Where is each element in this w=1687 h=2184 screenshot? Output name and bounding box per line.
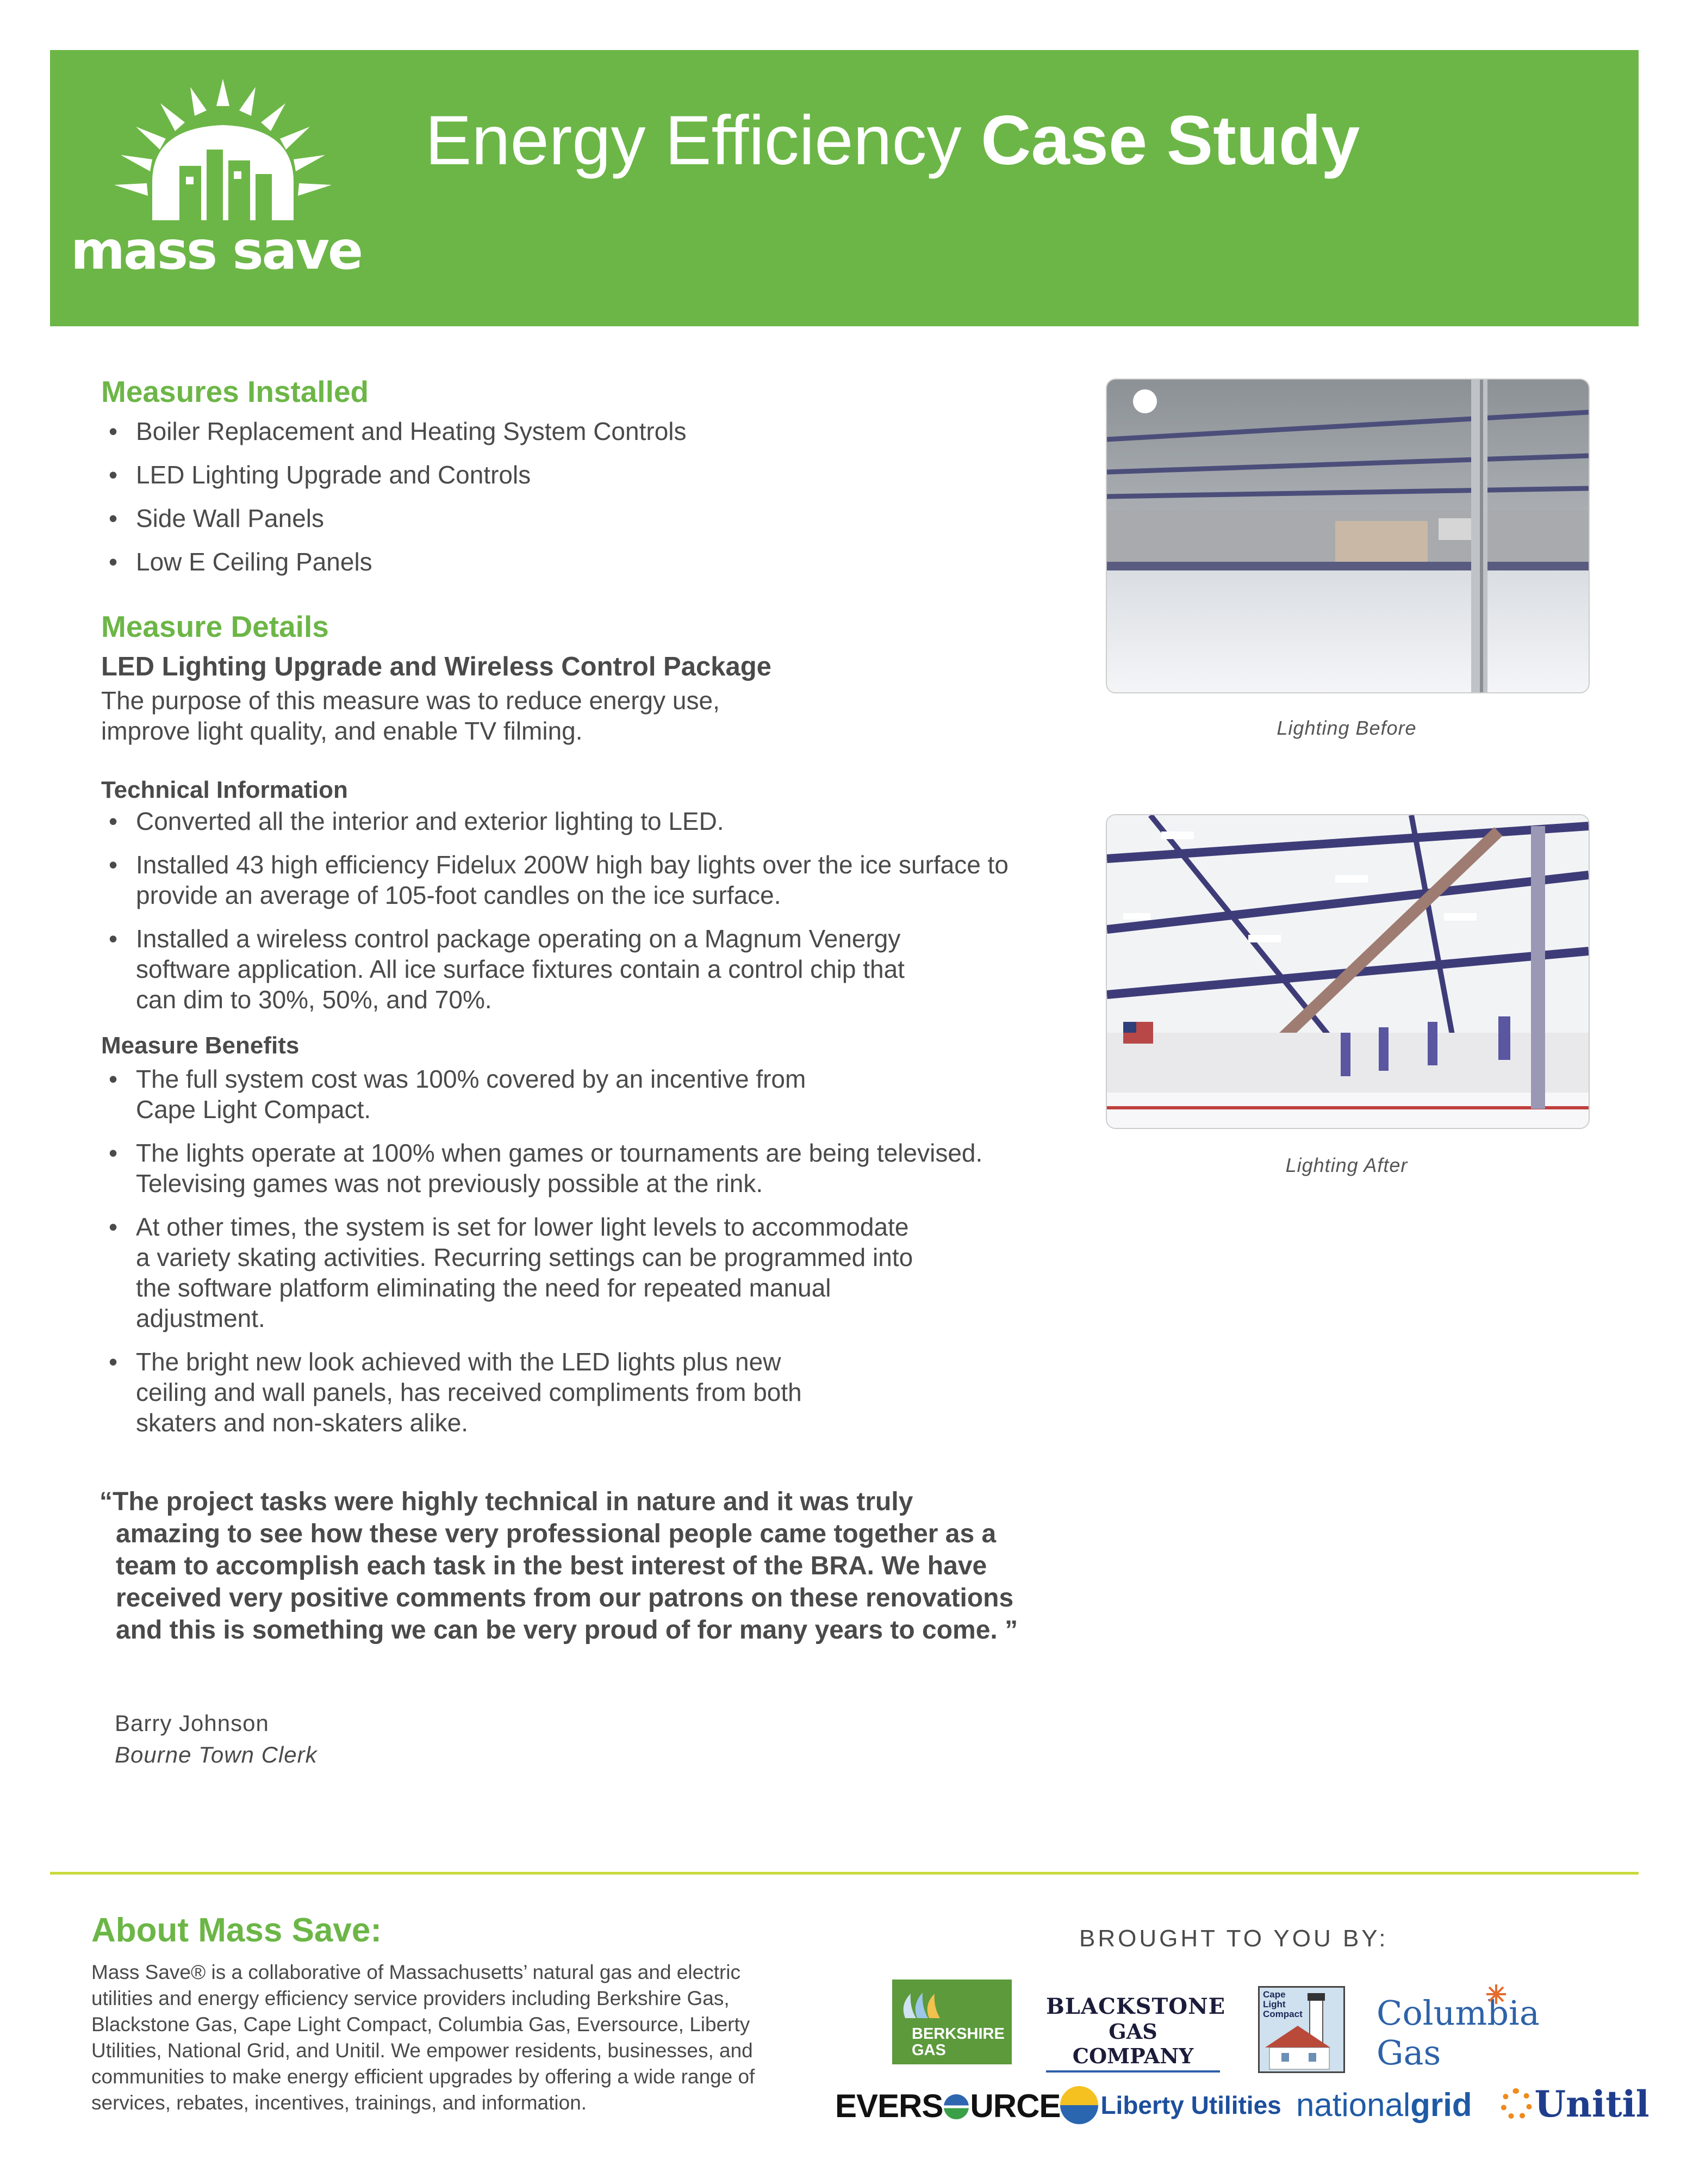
unitil-name: Unitil xyxy=(1534,2083,1649,2125)
eversource-left: EVERS xyxy=(835,2088,943,2124)
blackstone-name: BLACKSTONE xyxy=(1046,1994,1226,2019)
list-item: • Side Wall Panels xyxy=(136,503,687,533)
berkshire-name: BERKSHIRE xyxy=(912,2025,1005,2043)
testimonial-quote xyxy=(99,1486,1024,1646)
lighthouse-icon xyxy=(1260,1988,1343,2071)
flame-icon xyxy=(900,1988,943,2021)
columbia-gas-logo xyxy=(1377,1993,1605,2073)
national-grid-logo xyxy=(1296,2086,1472,2124)
lighting-before-photo xyxy=(1106,379,1590,693)
list-item: • At other times, the system is set for lower light levels to accommodate a variety skating activities. Recurring settings can be programmed into the software platform eliminating the need for repeated manual adjustment. xyxy=(136,1212,919,1333)
national-word: national xyxy=(1296,2087,1411,2123)
technical-information-heading: Technical Information xyxy=(101,777,348,803)
quote-attribution xyxy=(115,1708,318,1771)
sponsors-heading: BROUGHT TO YOU BY: xyxy=(1079,1925,1389,1952)
liberty-utilities-logo xyxy=(1060,2086,1281,2124)
unitil-logo xyxy=(1501,2083,1649,2125)
eversource-logo xyxy=(835,2087,1060,2125)
mass-save-logo xyxy=(71,68,375,281)
measure-benefits-list xyxy=(136,1064,995,1451)
lighting-after-caption: Lighting After xyxy=(1285,1154,1408,1176)
list-item: • Installed 43 high efficiency Fidelux 200W high bay lights over the ice surface to provide an average of 105-foot candles on the ice surface. xyxy=(136,849,1038,910)
list-item: • Boiler Replacement and Heating System Controls xyxy=(136,416,687,446)
author-title: Bourne Town Clerk xyxy=(115,1742,318,1767)
ice-rink-before-image xyxy=(1107,380,1589,692)
list-item: • Low E Ceiling Panels xyxy=(136,547,687,577)
measure-details-subheading: LED Lighting Upgrade and Wireless Control Package xyxy=(101,652,771,681)
liberty-name: Liberty Utilities xyxy=(1100,2091,1281,2119)
ice-rink-after-image xyxy=(1107,815,1589,1128)
measures-installed-heading: Measures Installed xyxy=(101,375,369,408)
technical-information-list xyxy=(136,806,1038,1028)
quote-text: “The project tasks were highly technical in nature and it was truly amazing to see how these very professional people came together as a team to accomplish each task in the best interest of the BRA. We have received very positive comments from our patrons on these renovations and this is something we can be very proud of for many years to come. ” xyxy=(99,1487,1018,1645)
list-item: • Installed a wireless control package operating on a Magnum Venergy software application. All ice surface fixtures contain a control chip that can dim to 30%, 50%, and 70%. xyxy=(136,923,941,1015)
measure-details-heading: Measure Details xyxy=(101,610,329,643)
columbia-name: Columbia Gas xyxy=(1377,1993,1540,2073)
cape-light-compact-logo xyxy=(1258,1986,1345,2073)
eversource-right: URCE xyxy=(970,2088,1061,2124)
footer-divider xyxy=(50,1872,1639,1875)
berkshire-gas-logo xyxy=(892,1980,1012,2064)
blackstone-subtitle: GAS COMPANY xyxy=(1046,2019,1220,2073)
measures-installed-list xyxy=(136,416,687,590)
list-item: • The full system cost was 100% covered by an incentive from Cape Light Compact. xyxy=(136,1064,843,1125)
list-item: • Converted all the interior and exterior lighting to LED. xyxy=(136,806,1038,836)
lighting-before-caption: Lighting Before xyxy=(1277,717,1417,739)
about-heading: About Mass Save: xyxy=(91,1912,382,1949)
author-name: Barry Johnson xyxy=(115,1710,269,1736)
unitil-flower-icon xyxy=(1501,2088,1532,2120)
lighting-after-photo xyxy=(1106,814,1590,1129)
blackstone-gas-logo xyxy=(1046,1994,1226,2073)
cape-light-name: Cape Light Compact xyxy=(1263,1989,1303,2019)
berkshire-gas-label: GAS xyxy=(912,2042,946,2059)
starburst-icon xyxy=(1485,1983,1507,2005)
sunburst-logo-icon xyxy=(71,68,375,226)
list-item: • The lights operate at 100% when games or tournaments are being televised. Televising games was not previously possible at the rink. xyxy=(136,1138,995,1199)
liberty-circle-icon xyxy=(1060,2086,1098,2124)
grid-word: grid xyxy=(1410,2087,1472,2123)
measure-benefits-heading: Measure Benefits xyxy=(101,1032,300,1059)
mass-save-wordmark: mass save xyxy=(71,220,362,281)
list-item: • LED Lighting Upgrade and Controls xyxy=(136,460,687,490)
list-item: • The bright new look achieved with the LED lights plus new ceiling and wall panels, has received compliments from both skaters and non-skaters alike. xyxy=(136,1347,843,1438)
about-text: Mass Save® is a collaborative of Massachusetts’ natural gas and electric utilities and energy efficiency service providers including Berkshire Gas, Blackstone Gas, Cape Light Compact, Columbia Gas, Eversource, Liberty Utilities, National Grid, and Unitil. We empower residents, businesses, and communities to make energy efficient upgrades by offering a wide range of services, rebates, incentives, trainings, and information. xyxy=(91,1961,755,2114)
intro-line: The purpose of this measure was to reduce energy use, xyxy=(101,686,720,715)
eversource-o-icon xyxy=(944,2094,969,2119)
intro-line: improve light quality, and enable TV filming. xyxy=(101,717,583,745)
measure-details-intro xyxy=(101,685,720,746)
page-title: Energy Efficiency Case Study xyxy=(425,102,1360,179)
